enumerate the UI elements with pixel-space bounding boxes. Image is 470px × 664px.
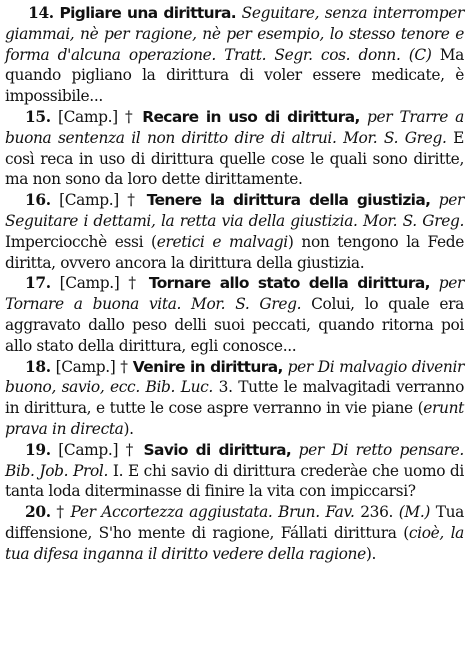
entry-number: 14. [28, 4, 54, 22]
entry-source: Mor. S. Greg. [343, 128, 447, 147]
entry-source: Mor. S. Greg. [363, 211, 465, 230]
entry-definition: Di retto pensare. [331, 440, 464, 459]
definition-prefix: per [366, 107, 393, 126]
entry-quote: Colui, lo quale era aggravato dallo peso delli suoi peccati, quando ritorna poi allo stato della dirittura, egli conosce... [5, 295, 464, 355]
entry-quote-italic: eretici e malvagi [156, 232, 288, 251]
cross-mark: † [56, 503, 65, 522]
entry-source: Tratt. Segr. cos. donn. (C) [224, 45, 432, 64]
entry-18 [5, 357, 464, 440]
entry-19 [5, 440, 464, 502]
entry-quote-end: ). [365, 544, 377, 563]
entry-definition: Di malvagio divenir buono, savio, ecc. [5, 357, 465, 397]
entry-number: 15. [25, 107, 51, 126]
entry-quote: E chi savio di dirittura crederàe che uomo di tanta loda diterminasse di finire la vita con impiccarsi? [5, 461, 464, 501]
entry-lemma: Savio di dirittura, [143, 440, 292, 459]
entry-quote-start: Tua diffensione, S'ho mente di ragione, Fállati dirittura ( [5, 503, 464, 542]
entry-quote-end: ). [123, 419, 134, 438]
entry-lemma: Recare in uso di dirittura, [142, 107, 360, 126]
entry-source: Mor. S. Greg. [191, 295, 302, 314]
entry-number: 17. [25, 274, 51, 293]
entry-quote-italic: cioè, la tua difesa inganna il diritto vedere della ragione [5, 523, 464, 563]
entry-definition: Tornare a buona vita. [5, 295, 182, 314]
entry-lemma: Venire in dirittura, [132, 357, 283, 376]
definition-prefix: per [298, 440, 324, 459]
entry-tag: [Camp.] [59, 191, 119, 210]
definition-prefix: per [438, 274, 465, 293]
entry-source: Bib. Job. Prol. [5, 461, 109, 480]
entry-quote-start: Tutte le malvagitadi verranno in dirittura, e tutte le cose aspre verranno in vie piane ( [5, 378, 464, 418]
source-marker: (M.) [398, 503, 431, 522]
entry-number: 20. [25, 503, 51, 522]
entry-tag: [Camp.] [58, 440, 119, 459]
entry-tag: [Camp.] [57, 107, 118, 126]
entry-number: 19. [25, 440, 51, 459]
entry-15 [5, 107, 464, 190]
entry-tag: [Camp.] [55, 357, 116, 376]
entry-lemma: Tornare allo stato della dirittura, [148, 274, 430, 293]
entry-quote-start: Imperciocchè essi ( [5, 232, 157, 251]
entry-number: 16. [25, 191, 51, 210]
entry-lemma: Pigliare una dirittura. [59, 4, 236, 22]
definition-prefix: per [287, 357, 313, 376]
entry-number: 18. [25, 357, 51, 376]
entry-14 [5, 3, 464, 107]
entry-tag: [Camp.] [59, 274, 120, 293]
source-chapter: 3. [218, 378, 233, 397]
entry-quote-end: ) non tengono la Fede diritta, ovvero ancora la dirittura della giustizia. [5, 232, 464, 272]
source-chapter: 236. [360, 503, 394, 522]
entry-lemma: Tenere la dirittura della giustizia, [146, 191, 431, 210]
cross-mark: † [127, 191, 139, 210]
entry-definition: Per Accortezza aggiustata. [70, 503, 273, 522]
entry-quote-italic: erunt prava in directa [5, 399, 464, 438]
entry-definition: Seguitare, senza interromper giammai, nè per ragione, nè per esempio, lo stesso tenore e forma d'alcuna operazione. [5, 4, 465, 64]
cross-mark: † [125, 440, 137, 459]
entry-source: Bib. Luc. [145, 378, 213, 397]
cross-mark: † [120, 357, 128, 376]
entry-quote: Ma quando pigliano la dirittura di voler essere medicate, è impossibile... [5, 45, 465, 106]
entry-16 [5, 190, 464, 273]
entry-definition: Seguitare i dettami, la retta via della giustizia. [5, 211, 358, 230]
entry-quote: E così reca in uso di dirittura quelle cose le quali sono diritte, ma non sono da loro dette dirittamente. [5, 128, 465, 189]
entry-source: Brun. Fav. [278, 503, 355, 522]
source-chapter: I. [112, 461, 124, 480]
cross-mark: † [125, 107, 136, 126]
entry-20 [5, 502, 464, 564]
definition-prefix: per [438, 191, 464, 210]
entry-definition: Trarre a buona sentenza il non diritto dire di altrui. [5, 107, 464, 147]
entry-17 [5, 273, 464, 356]
cross-mark: † [128, 274, 140, 293]
